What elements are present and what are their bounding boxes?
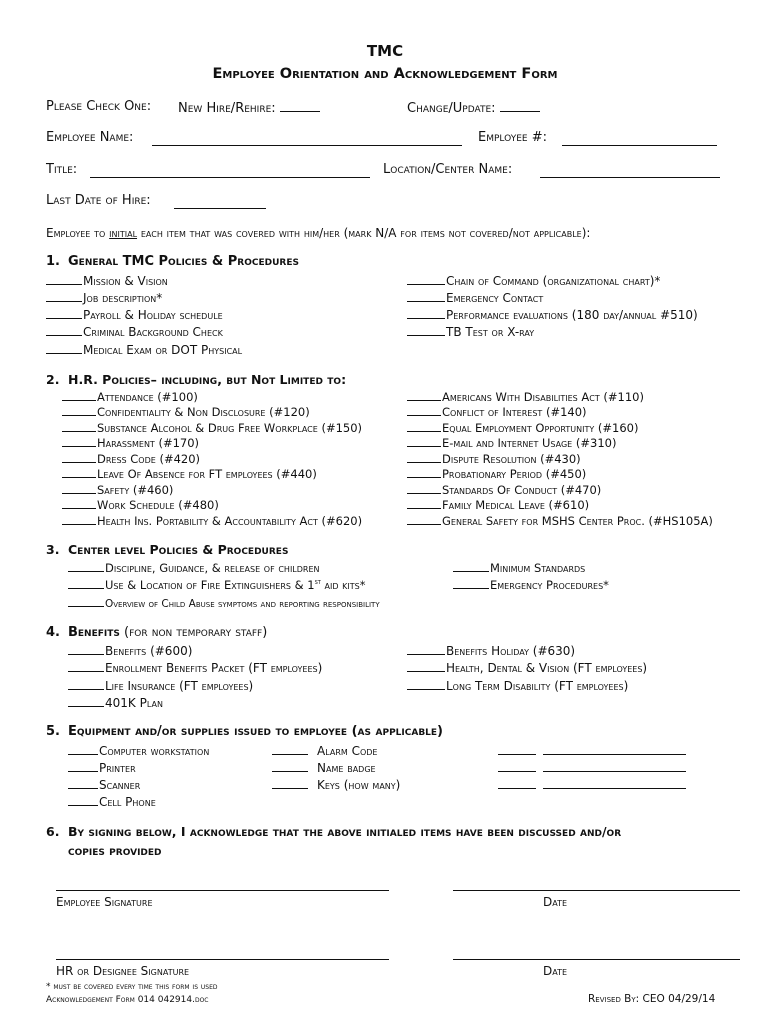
change-update-blank[interactable]	[500, 99, 540, 112]
s5-other-initial[interactable]	[498, 759, 536, 772]
location-field[interactable]	[540, 163, 720, 178]
employee-date-line[interactable]	[453, 876, 740, 891]
footer-doc-name: Acknowledgement Form 014 042914.doc	[46, 995, 209, 1005]
s5-equipment-item[interactable]: Name badge	[272, 759, 376, 775]
s2-right-item[interactable]: Equal Employment Opportunity (#160)	[407, 419, 638, 435]
last-date-label: Last Date of Hire:	[46, 193, 151, 208]
s5-equipment-item[interactable]: Cell Phone	[68, 793, 156, 809]
new-hire-blank[interactable]	[280, 99, 320, 112]
s2-left-item[interactable]: Attendance (#100)	[62, 388, 198, 404]
s1-left-item[interactable]: Medical Exam or DOT Physical	[46, 341, 242, 357]
s2-left-item[interactable]: Dress Code (#420)	[62, 450, 200, 466]
hr-date-label: Date	[543, 964, 568, 978]
s2-right-item[interactable]: Americans With Disabilities Act (#110)	[407, 388, 644, 404]
change-update-option[interactable]: Change/Update:	[407, 99, 540, 116]
s5-equipment-item[interactable]: Computer workstation	[68, 742, 209, 758]
s1-right-item[interactable]: Performance evaluations (180 day/annual #510)	[407, 306, 698, 322]
s2-left-item[interactable]: Safety (#460)	[62, 481, 173, 497]
s5-equipment-item[interactable]: Keys (how many)	[272, 776, 400, 792]
s2-right-item[interactable]: Standards Of Conduct (#470)	[407, 481, 601, 497]
section5-heading: 5. Equipment and/or supplies issued to employee (as applicable)	[46, 724, 444, 739]
location-label: Location/Center Name:	[383, 162, 513, 177]
s5-other-item[interactable]	[543, 759, 686, 772]
s5-other-initial[interactable]	[498, 776, 536, 789]
s4-left-item[interactable]: 401K Plan	[68, 694, 163, 710]
s5-other-initial[interactable]	[498, 742, 536, 755]
section1-heading: 1. General TMC Policies & Procedures	[46, 254, 299, 269]
s2-right-item[interactable]: E-mail and Internet Usage (#310)	[407, 434, 616, 450]
s3-item-emergency-procedures[interactable]: Emergency Procedures*	[453, 576, 609, 592]
employee-name-label: Employee Name:	[46, 130, 134, 145]
title-field[interactable]	[90, 163, 370, 178]
s5-equipment-item[interactable]: Alarm Code	[272, 742, 378, 758]
s4-left-item[interactable]: Life Insurance (FT employees)	[68, 677, 253, 693]
s2-left-item[interactable]: Substance Alcohol & Drug Free Workplace (#150)	[62, 419, 362, 435]
employee-number-label: Employee #:	[478, 130, 547, 145]
s1-right-item[interactable]: Chain of Command (organizational chart)*	[407, 272, 660, 288]
footer-note: * must be covered every time this form is used	[46, 982, 218, 992]
s3-item-minimum-standards[interactable]: Minimum Standards	[453, 559, 585, 575]
employee-name-field[interactable]	[152, 131, 462, 146]
form-org: TMC	[366, 42, 404, 60]
s2-left-item[interactable]: Harassment (#170)	[62, 434, 199, 450]
s1-left-item[interactable]: Job description*	[46, 289, 162, 305]
s2-left-item[interactable]: Confidentiality & Non Disclosure (#120)	[62, 403, 310, 419]
employee-signature-label: Employee Signature	[56, 895, 153, 909]
employee-date-label: Date	[543, 895, 568, 909]
s1-left-item[interactable]: Criminal Background Check	[46, 323, 223, 339]
s3-item-fire-extinguishers[interactable]: Use & Location of Fire Extinguishers & 1st aid kits*	[68, 576, 365, 592]
instruction-text: Employee to initial each item that was covered with him/her (mark N/A for items not covered/not applicable):	[46, 226, 591, 240]
employee-signature-line[interactable]	[56, 876, 389, 891]
hr-signature-label: HR or Designee Signature	[56, 964, 190, 978]
s1-left-item[interactable]: Mission & Vision	[46, 272, 168, 288]
s3-item-child-abuse[interactable]: Overview of Child Abuse symptoms and reporting responsibility	[68, 594, 380, 610]
section6-heading: 6. By signing below, I acknowledge that the above initialed items have been discussed and/or	[46, 824, 622, 839]
s5-equipment-item[interactable]: Printer	[68, 759, 136, 775]
s1-right-item[interactable]: Emergency Contact	[407, 289, 543, 305]
s2-left-item[interactable]: Work Schedule (#480)	[62, 496, 219, 512]
s2-right-item[interactable]: Probationary Period (#450)	[407, 465, 586, 481]
section4-heading: 4. Benefits (for non temporary staff)	[46, 625, 268, 640]
s5-equipment-item[interactable]: Scanner	[68, 776, 140, 792]
s4-right-item[interactable]: Health, Dental & Vision (FT employees)	[407, 659, 647, 675]
title-label: Title:	[46, 162, 78, 177]
s2-right-item[interactable]: General Safety for MSHS Center Proc. (#HS105A)	[407, 512, 713, 528]
section2-heading: 2. H.R. Policies– including, but Not Limited to:	[46, 372, 347, 387]
please-check-label: Please Check One:	[46, 99, 152, 114]
s3-item-discipline[interactable]: Discipline, Guidance, & release of children	[68, 559, 320, 575]
s4-left-item[interactable]: Enrollment Benefits Packet (FT employees)	[68, 659, 322, 675]
s2-right-item[interactable]: Dispute Resolution (#430)	[407, 450, 581, 466]
hr-signature-line[interactable]	[56, 945, 389, 960]
form-title: Employee Orientation and Acknowledgement Form	[212, 66, 558, 82]
s5-other-item[interactable]	[543, 776, 686, 789]
section3-heading: 3. Center level Policies & Procedures	[46, 542, 289, 557]
s1-left-item[interactable]: Payroll & Holiday schedule	[46, 306, 223, 322]
s2-left-item[interactable]: Health Ins. Portability & Accountability Act (#620)	[62, 512, 362, 528]
s4-right-item[interactable]: Long Term Disability (FT employees)	[407, 677, 628, 693]
s2-left-item[interactable]: Leave Of Absence for FT employees (#440)	[62, 465, 317, 481]
s4-right-item[interactable]: Benefits Holiday (#630)	[407, 642, 575, 658]
section6-heading-cont: copies provided	[68, 843, 162, 858]
s2-right-item[interactable]: Family Medical Leave (#610)	[407, 496, 589, 512]
employee-number-field[interactable]	[562, 131, 717, 146]
last-date-field[interactable]	[174, 194, 266, 209]
s4-left-item[interactable]: Benefits (#600)	[68, 642, 192, 658]
new-hire-option[interactable]: New Hire/Rehire:	[178, 99, 320, 116]
footer-revised: Revised By: CEO 04/29/14	[588, 993, 716, 1005]
s2-right-item[interactable]: Conflict of Interest (#140)	[407, 403, 587, 419]
hr-date-line[interactable]	[453, 945, 740, 960]
s5-other-item[interactable]	[543, 742, 686, 755]
s1-right-item[interactable]: TB Test or X-ray	[407, 323, 534, 339]
